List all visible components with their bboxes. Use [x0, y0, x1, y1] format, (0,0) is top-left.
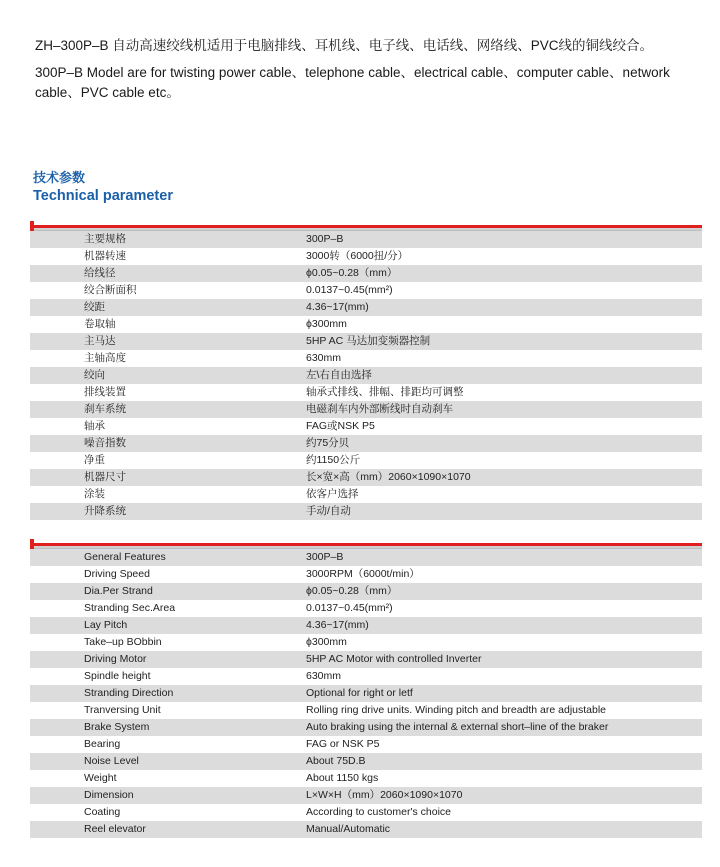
row-label: Stranding Direction	[84, 687, 174, 699]
table-accent-line	[30, 225, 702, 228]
row-value: FAG or NSK P5	[306, 738, 380, 750]
table-accent-line	[30, 543, 702, 546]
table-row	[30, 685, 702, 702]
row-label: 升降系统	[84, 505, 126, 517]
heading-zh: 技术参数	[33, 170, 86, 185]
section-heading	[33, 170, 173, 205]
row-value: 3000转（6000扭/分）	[306, 250, 409, 262]
row-label: 主轴高度	[84, 352, 126, 364]
table-row	[30, 702, 702, 719]
table-row	[30, 617, 702, 634]
table-row	[30, 821, 702, 838]
row-value: 0.0137~0.45(mm²)	[306, 284, 393, 296]
row-value: 4.36~17(mm)	[306, 619, 369, 631]
table-row	[30, 333, 702, 350]
row-value: 3000RPM（6000t/min）	[306, 568, 420, 580]
row-value: L×W×H（mm）2060×1090×1070	[306, 789, 463, 801]
table-row	[30, 316, 702, 333]
row-label: Dimension	[84, 789, 134, 801]
row-value: Manual/Automatic	[306, 823, 391, 835]
row-label: General Features	[84, 551, 166, 563]
row-value: 4.36~17(mm)	[306, 301, 369, 313]
row-value: 长×宽×高（mm）2060×1090×1070	[306, 471, 471, 483]
table-row	[30, 401, 702, 418]
table-row	[30, 804, 702, 821]
row-label: Stranding Sec.Area	[84, 602, 176, 614]
row-value: 5HP AC Motor with controlled Inverter	[306, 653, 482, 665]
row-value: 手动/自动	[306, 505, 351, 517]
row-label: 轴承	[84, 420, 105, 432]
table-row	[30, 668, 702, 685]
row-value: 约75分贝	[306, 437, 350, 449]
row-label: Driving Speed	[84, 568, 150, 580]
row-value: 5HP AC 马达加变频器控制	[306, 335, 431, 347]
table-row	[30, 600, 702, 617]
row-value: According to customer's choice	[306, 806, 451, 818]
row-label: 排线装置	[84, 386, 126, 398]
row-label: 给线径	[84, 267, 116, 279]
table-row	[30, 435, 702, 452]
row-value: 依客户选择	[306, 488, 359, 500]
table-row	[30, 248, 702, 265]
row-value: 300P–B	[306, 233, 344, 245]
spec-table-zh	[30, 225, 702, 520]
table-rows	[30, 231, 702, 520]
intro-zh: ZH–300P–B 自动高速绞线机适用于电脑排线、耳机线、电子线、电话线、网络线、PVC线的铜线绞合。	[35, 38, 654, 53]
row-label: Spindle height	[84, 670, 151, 682]
row-value: ϕ300mm	[306, 318, 347, 330]
table-row	[30, 418, 702, 435]
row-label: Bearing	[84, 738, 121, 750]
row-value: Auto braking using the internal & external short–line of the braker	[306, 721, 609, 733]
row-value: About 75D.B	[306, 755, 366, 767]
row-label: Driving Motor	[84, 653, 147, 665]
row-label: 刹车系统	[84, 403, 126, 415]
row-label: 主马达	[84, 335, 116, 347]
row-value: FAG或NSK P5	[306, 420, 375, 432]
row-value: Rolling ring drive units. Winding pitch and breadth are adjustable	[306, 704, 607, 716]
table-row	[30, 299, 702, 316]
row-label: 绞合断面积	[84, 284, 137, 296]
row-value: 630mm	[306, 670, 342, 682]
heading-en: Technical parameter	[33, 188, 173, 204]
row-label: Reel elevator	[84, 823, 146, 835]
table-row	[30, 651, 702, 668]
row-value: 约1150公斤	[306, 454, 361, 466]
row-value: About 1150 kgs	[306, 772, 379, 784]
row-label: 绞距	[84, 301, 105, 313]
table-rows	[30, 549, 702, 838]
row-label: 机器转速	[84, 250, 126, 262]
row-label: 涂装	[84, 488, 105, 500]
row-value: 0.0137~0.45(mm²)	[306, 602, 393, 614]
row-label: Weight	[84, 772, 117, 784]
table-row	[30, 265, 702, 282]
row-label: Lay Pitch	[84, 619, 128, 631]
table-row	[30, 770, 702, 787]
intro-en: 300P–B Model are for twisting power cable、telephone cable、electrical cable、computer cable、network cable、PVC cable etc。	[35, 65, 670, 100]
row-value: ϕ0.05~0.28（mm）	[306, 267, 398, 279]
table-row	[30, 583, 702, 600]
table-row	[30, 753, 702, 770]
row-label: Take–up BObbin	[84, 636, 162, 648]
table-row	[30, 566, 702, 583]
table-row	[30, 469, 702, 486]
table-row	[30, 350, 702, 367]
row-value: 300P–B	[306, 551, 344, 563]
table-row	[30, 549, 702, 566]
row-label: Coating	[84, 806, 121, 818]
table-row	[30, 486, 702, 503]
row-value: 轴承式排线、排幅、排距均可调整	[306, 386, 464, 398]
table-row	[30, 367, 702, 384]
table-row	[30, 787, 702, 804]
row-label: 机器尺寸	[84, 471, 126, 483]
row-label: 卷取轴	[84, 318, 116, 330]
row-value: 左\右自由选择	[306, 369, 372, 381]
spec-table-en	[30, 543, 702, 838]
table-row	[30, 503, 702, 520]
table-row	[30, 231, 702, 248]
row-label: 净重	[84, 454, 105, 466]
intro-text	[35, 36, 705, 103]
table-row	[30, 452, 702, 469]
table-row	[30, 634, 702, 651]
row-value: Optional for right or letf	[306, 687, 413, 699]
row-label: Brake System	[84, 721, 150, 733]
row-label: Noise Level	[84, 755, 139, 767]
row-label: Tranversing Unit	[84, 704, 161, 716]
row-label: 绞向	[84, 369, 105, 381]
table-row	[30, 384, 702, 401]
table-row	[30, 719, 702, 736]
row-value: ϕ300mm	[306, 636, 347, 648]
row-value: ϕ0.05~0.28（mm）	[306, 585, 398, 597]
table-row	[30, 282, 702, 299]
row-value: 630mm	[306, 352, 342, 364]
table-row	[30, 736, 702, 753]
row-label: 主要规格	[84, 233, 126, 245]
row-value: 电磁刹车内外部断线时自动刹车	[306, 403, 453, 415]
row-label: Dia.Per Strand	[84, 585, 153, 597]
row-label: 噪音指数	[84, 437, 126, 449]
